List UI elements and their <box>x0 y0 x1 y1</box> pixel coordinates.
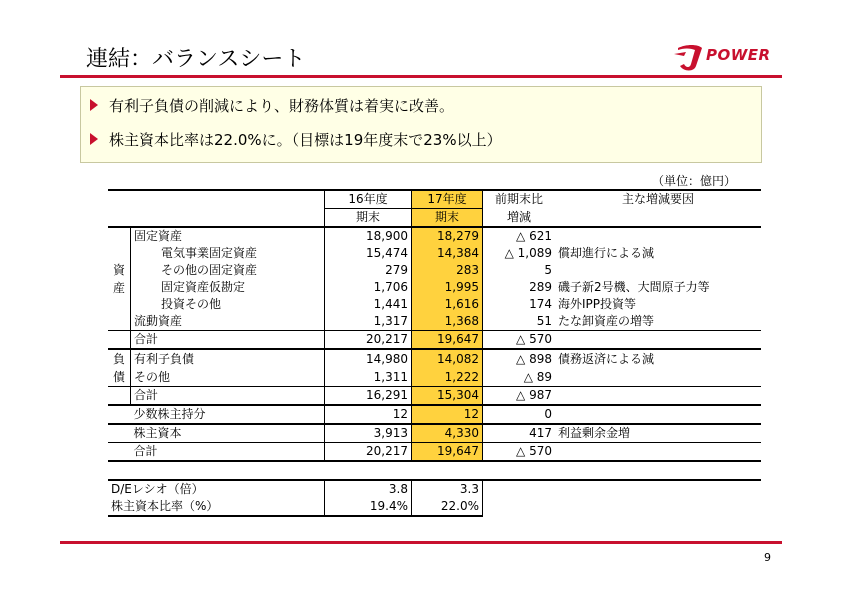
col-header-change: 前期末比 <box>483 190 556 209</box>
col-sub-change: 増減 <box>506 209 531 224</box>
col-header-fy16: 16年度 <box>325 190 412 209</box>
table-row: 負 債 有利子負債 14,980 14,082 △ 898 債務返済による減 <box>108 349 761 368</box>
page-number: 9 <box>764 551 771 564</box>
bullet-text: 株主資本比率は22.0%に。（目標は19年度末で23%以上） <box>109 131 502 149</box>
table-subheader-row <box>108 209 761 228</box>
footer-rule <box>60 541 782 544</box>
bullet-text: 有利子負債の削減により、財務体質は着実に改善。 <box>109 97 455 115</box>
unit-label: （単位：億円） <box>652 174 737 188</box>
ratio-row: D/Eレシオ（倍） 3.8 3.3 <box>108 480 761 498</box>
table-row: 投資その他 1,441 1,616 174 海外IPP投資等 <box>108 296 761 313</box>
table-header-row <box>108 190 761 209</box>
triangle-bullet-icon <box>87 97 101 113</box>
table-row: 少数株主持分 12 12 0 <box>108 405 761 424</box>
table-row: 固定資産仮勘定 1,706 1,995 289 磯子新2号機、大間原子力等 <box>108 279 761 296</box>
table-row-total: 合計 20,217 19,647 △ 570 <box>108 443 761 462</box>
col-sub-fy16: 期末 <box>325 209 412 228</box>
liabilities-group-label: 負 債 <box>108 349 131 387</box>
assets-group-label: 資 産 <box>108 227 131 331</box>
table-row-total: 合計 20,217 19,647 △ 570 <box>108 331 761 350</box>
col-sub-fy17: 期末 <box>412 209 483 228</box>
table-row: 株主資本 3,913 4,330 417 利益剰余金増 <box>108 424 761 443</box>
ratio-row: 株主資本比率（%） 19.4% 22.0% <box>108 498 761 516</box>
table-row: 電気事業固定資産 15,474 14,384 △ 1,089 償却進行による減 <box>108 245 761 262</box>
table-row: その他 1,311 1,222 △ 89 <box>108 368 761 387</box>
title-rule <box>60 75 782 78</box>
table-row: 資 産 固定資産 18,900 18,279 △ 621 <box>108 227 761 245</box>
table-row: 流動資産 1,317 1,368 51 たな卸資産の増等 <box>108 313 761 331</box>
summary-callout <box>80 86 762 163</box>
col-header-reasons: 主な増減要因 <box>555 190 761 209</box>
page-title: 連結：バランスシート <box>86 47 306 72</box>
triangle-bullet-icon <box>87 131 101 147</box>
table-row-total: 合計 16,291 15,304 △ 987 <box>108 387 761 406</box>
col-header-fy17: 17年度 <box>412 190 483 209</box>
table-row: その他の固定資産 279 283 5 <box>108 262 761 279</box>
logo-text: POWER <box>706 46 771 64</box>
balance-sheet-table <box>108 189 761 517</box>
table-gap <box>108 461 761 480</box>
